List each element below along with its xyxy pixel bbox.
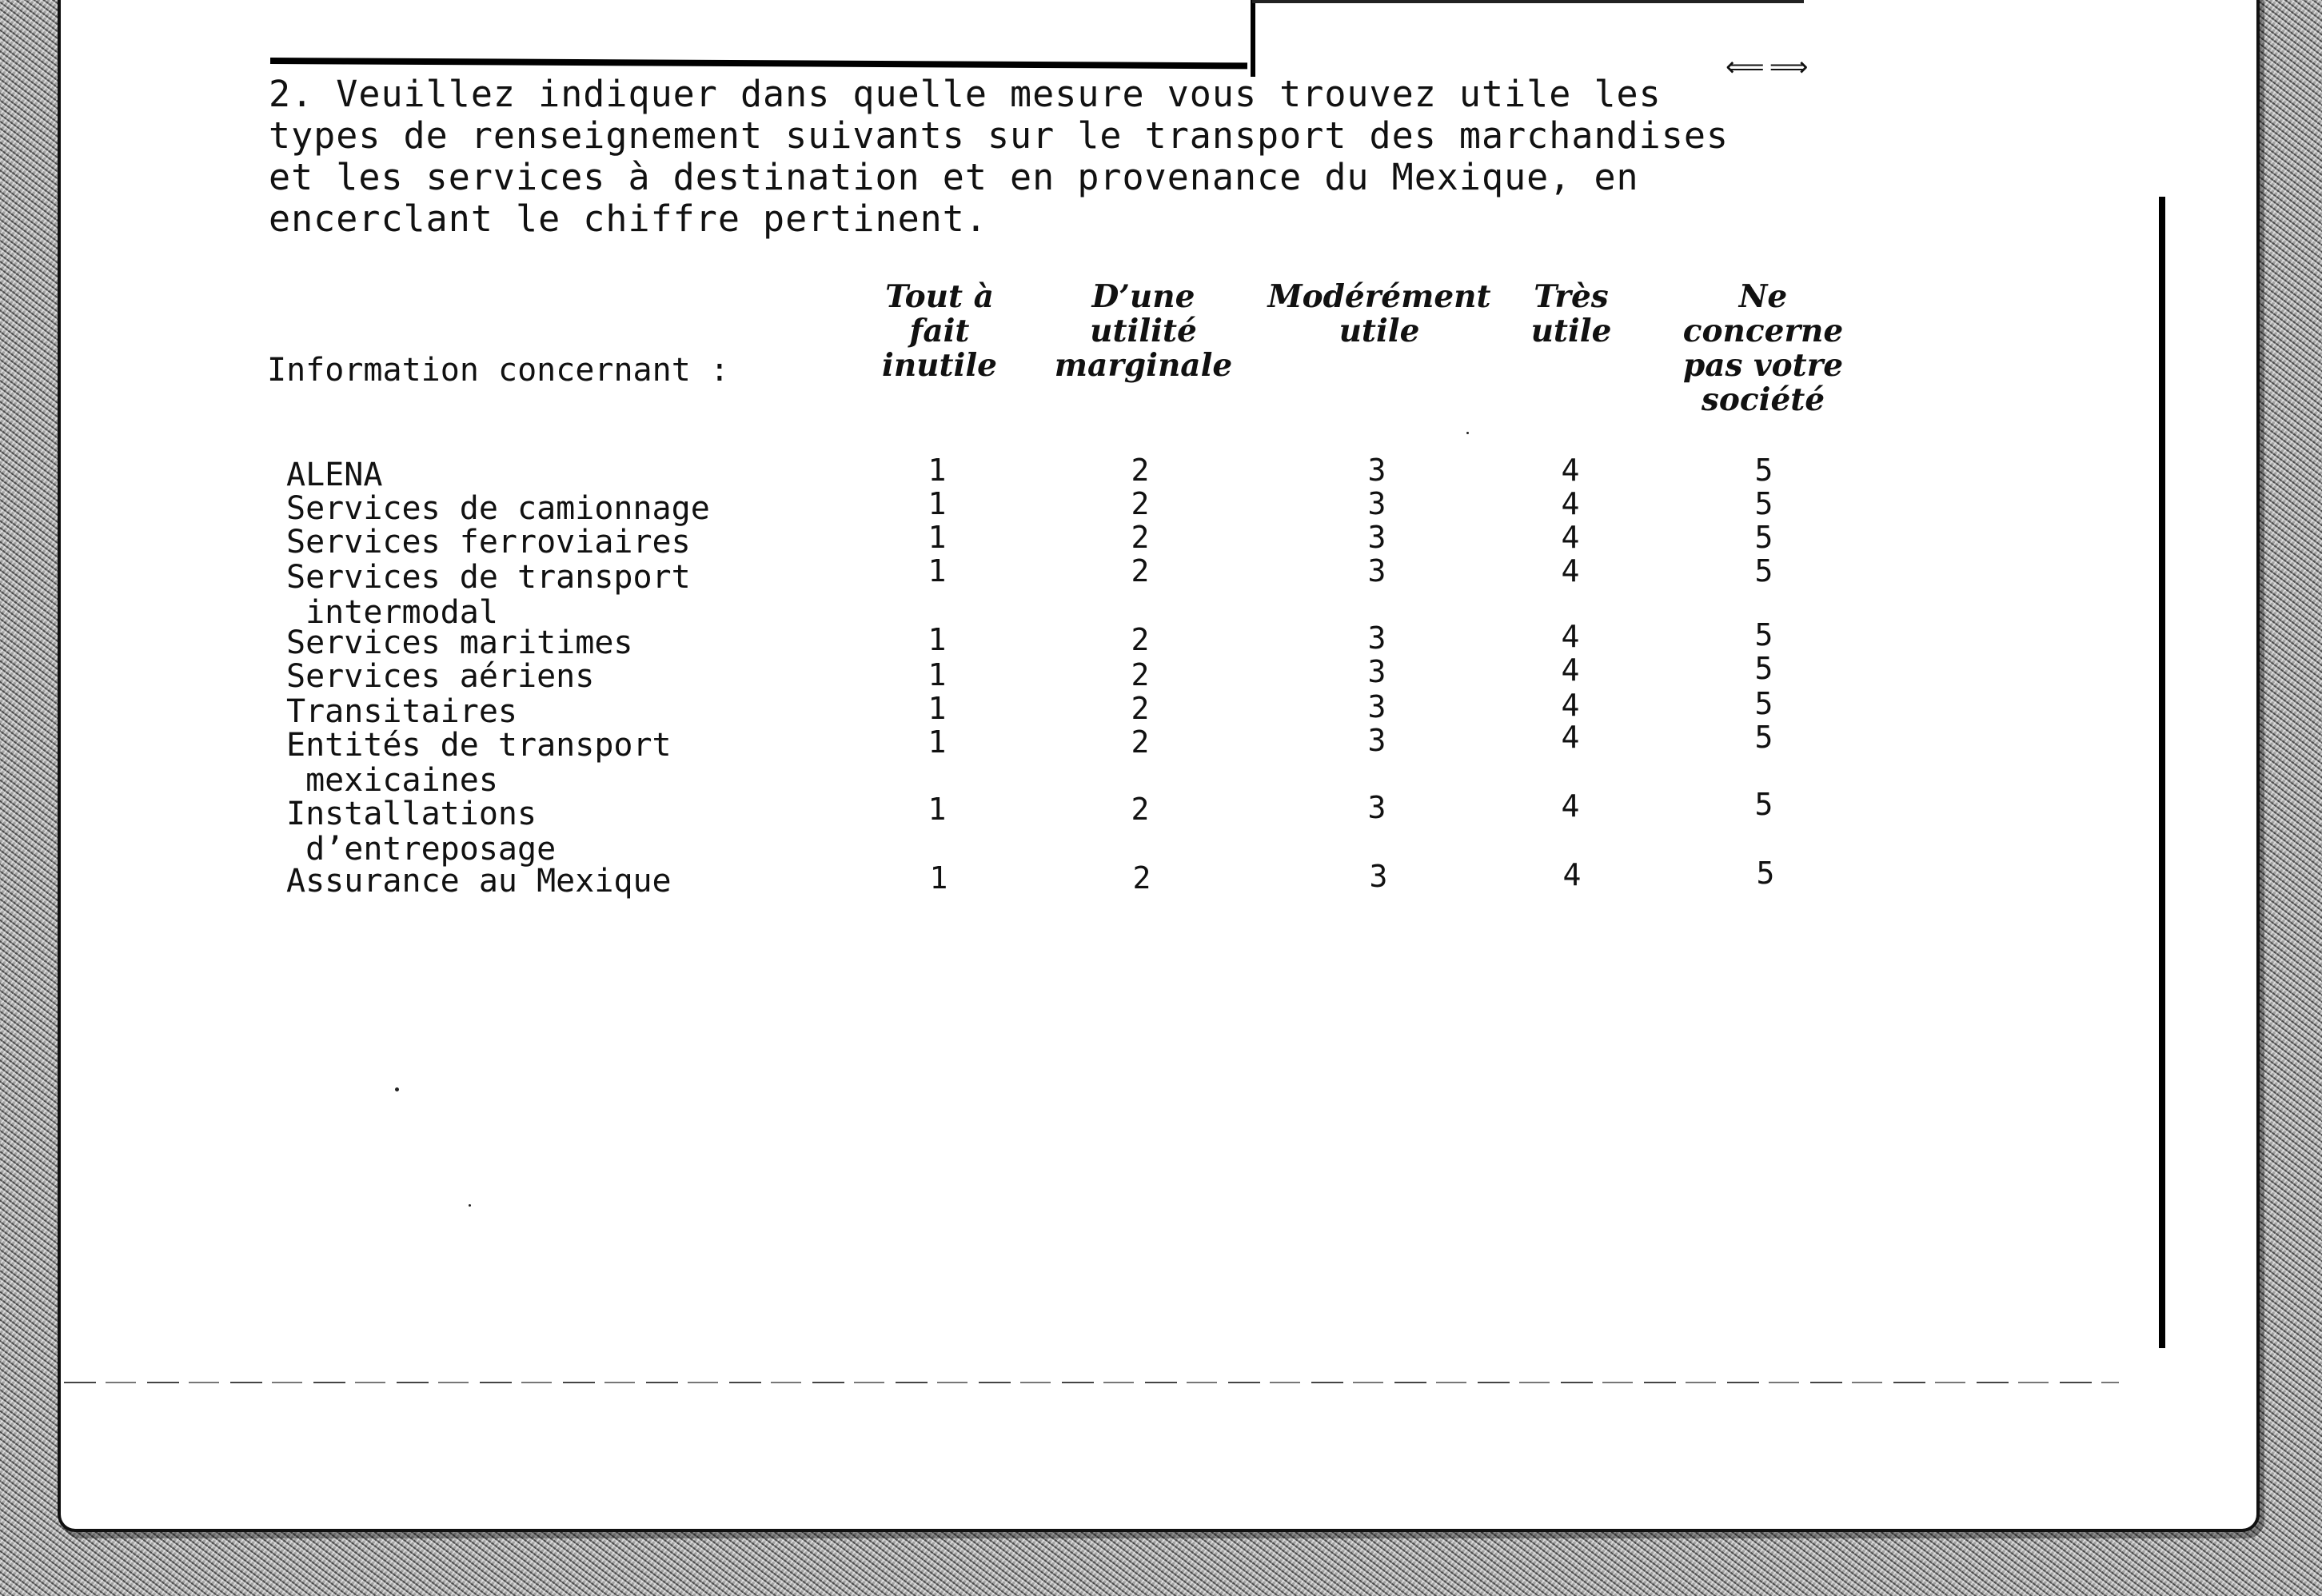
- rating-option-5[interactable]: 5: [1754, 486, 1773, 521]
- row-label: ALENA: [286, 457, 383, 493]
- rating-option-1[interactable]: 1: [928, 657, 947, 692]
- row-label: Services de camionnage: [286, 490, 710, 527]
- rating-option-3[interactable]: 3: [1369, 859, 1388, 894]
- row-label: Services aériens: [286, 658, 595, 695]
- scan-artifact-line: [1251, 0, 1255, 77]
- scan-artifact-line: [1252, 0, 1804, 3]
- rating-option-2[interactable]: 2: [1131, 622, 1150, 657]
- rating-option-1[interactable]: 1: [928, 691, 947, 726]
- rating-option-5[interactable]: 5: [1754, 720, 1773, 755]
- rating-option-5[interactable]: 5: [1754, 520, 1773, 555]
- rating-option-5[interactable]: 5: [1754, 553, 1773, 589]
- bottom-rule: [64, 1382, 2119, 1383]
- rating-option-1[interactable]: 1: [928, 520, 947, 555]
- rating-option-1[interactable]: 1: [929, 860, 948, 896]
- rating-option-2[interactable]: 2: [1131, 792, 1150, 827]
- column-header-not-applicable: Ne concerne pas votre société: [1682, 278, 1844, 418]
- rating-option-5[interactable]: 5: [1754, 787, 1773, 822]
- rating-option-5[interactable]: 5: [1754, 453, 1773, 488]
- column-header-marginal: D’une utilité marginale: [1054, 278, 1233, 384]
- rating-option-4[interactable]: 4: [1561, 720, 1580, 755]
- rating-option-4[interactable]: 4: [1562, 857, 1582, 892]
- scan-speck: [395, 1087, 399, 1091]
- rating-option-5[interactable]: 5: [1756, 856, 1775, 891]
- rating-option-4[interactable]: 4: [1561, 619, 1580, 654]
- rating-option-1[interactable]: 1: [928, 622, 947, 657]
- rating-option-3[interactable]: 3: [1367, 486, 1386, 521]
- rating-option-2[interactable]: 2: [1131, 453, 1150, 488]
- rating-option-1[interactable]: 1: [928, 724, 947, 760]
- rating-option-4[interactable]: 4: [1561, 520, 1580, 555]
- rating-option-3[interactable]: 3: [1367, 689, 1386, 724]
- column-header-very-useful: Très utile: [1530, 278, 1612, 349]
- rating-option-2[interactable]: 2: [1131, 520, 1150, 555]
- rating-option-2[interactable]: 2: [1131, 724, 1150, 760]
- question-text: 2. Veuillez indiquer dans quelle mesure vous trouvez utile les types de renseignement suivants sur le transport des marchandises et les services à destination et en provenance du Mexique, en encerclant le chiffre pertinent.: [269, 73, 1729, 240]
- rating-option-4[interactable]: 4: [1561, 553, 1580, 589]
- rating-option-3[interactable]: 3: [1367, 620, 1386, 656]
- scan-speck: [469, 1204, 471, 1207]
- rating-option-3[interactable]: 3: [1367, 553, 1386, 589]
- row-label: Assurance au Mexique: [286, 863, 672, 900]
- rating-option-2[interactable]: 2: [1131, 691, 1150, 726]
- rating-option-1[interactable]: 1: [928, 792, 947, 827]
- row-label: Services de transport intermodal: [286, 559, 691, 631]
- rating-option-3[interactable]: 3: [1367, 654, 1386, 689]
- rating-option-4[interactable]: 4: [1561, 486, 1580, 521]
- rating-option-5[interactable]: 5: [1754, 651, 1773, 686]
- margin-bar: [2159, 197, 2165, 1348]
- rating-option-4[interactable]: 4: [1561, 688, 1580, 723]
- rating-option-2[interactable]: 2: [1132, 860, 1151, 896]
- row-label: Transitaires: [286, 693, 517, 730]
- information-label: Information concernant :: [267, 352, 729, 389]
- rating-option-5[interactable]: 5: [1754, 686, 1773, 721]
- column-header-useless: Tout à fait inutile: [882, 278, 997, 384]
- rating-option-1[interactable]: 1: [928, 453, 947, 488]
- row-label: Services maritimes: [286, 624, 633, 661]
- rating-option-3[interactable]: 3: [1367, 790, 1386, 825]
- row-label: Services ferroviaires: [286, 524, 691, 561]
- rating-option-1[interactable]: 1: [928, 553, 947, 589]
- column-header-moderate: Modérément utile: [1267, 278, 1491, 349]
- rating-option-2[interactable]: 2: [1131, 657, 1150, 692]
- rating-option-5[interactable]: 5: [1754, 617, 1773, 652]
- rating-option-4[interactable]: 4: [1561, 788, 1580, 824]
- scan-speck: [1466, 432, 1469, 434]
- row-label: Entités de transport mexicaines: [286, 727, 672, 799]
- rating-option-1[interactable]: 1: [928, 486, 947, 521]
- row-label: Installations d’entreposage: [286, 796, 557, 868]
- rating-option-2[interactable]: 2: [1131, 486, 1150, 521]
- rating-option-2[interactable]: 2: [1131, 553, 1150, 589]
- arrow-marks-icon: ⟸⟹: [1726, 51, 1813, 83]
- rating-option-3[interactable]: 3: [1367, 723, 1386, 758]
- rating-option-4[interactable]: 4: [1561, 453, 1580, 488]
- rating-option-3[interactable]: 3: [1367, 453, 1386, 488]
- rating-option-4[interactable]: 4: [1561, 652, 1580, 688]
- rating-option-3[interactable]: 3: [1367, 520, 1386, 555]
